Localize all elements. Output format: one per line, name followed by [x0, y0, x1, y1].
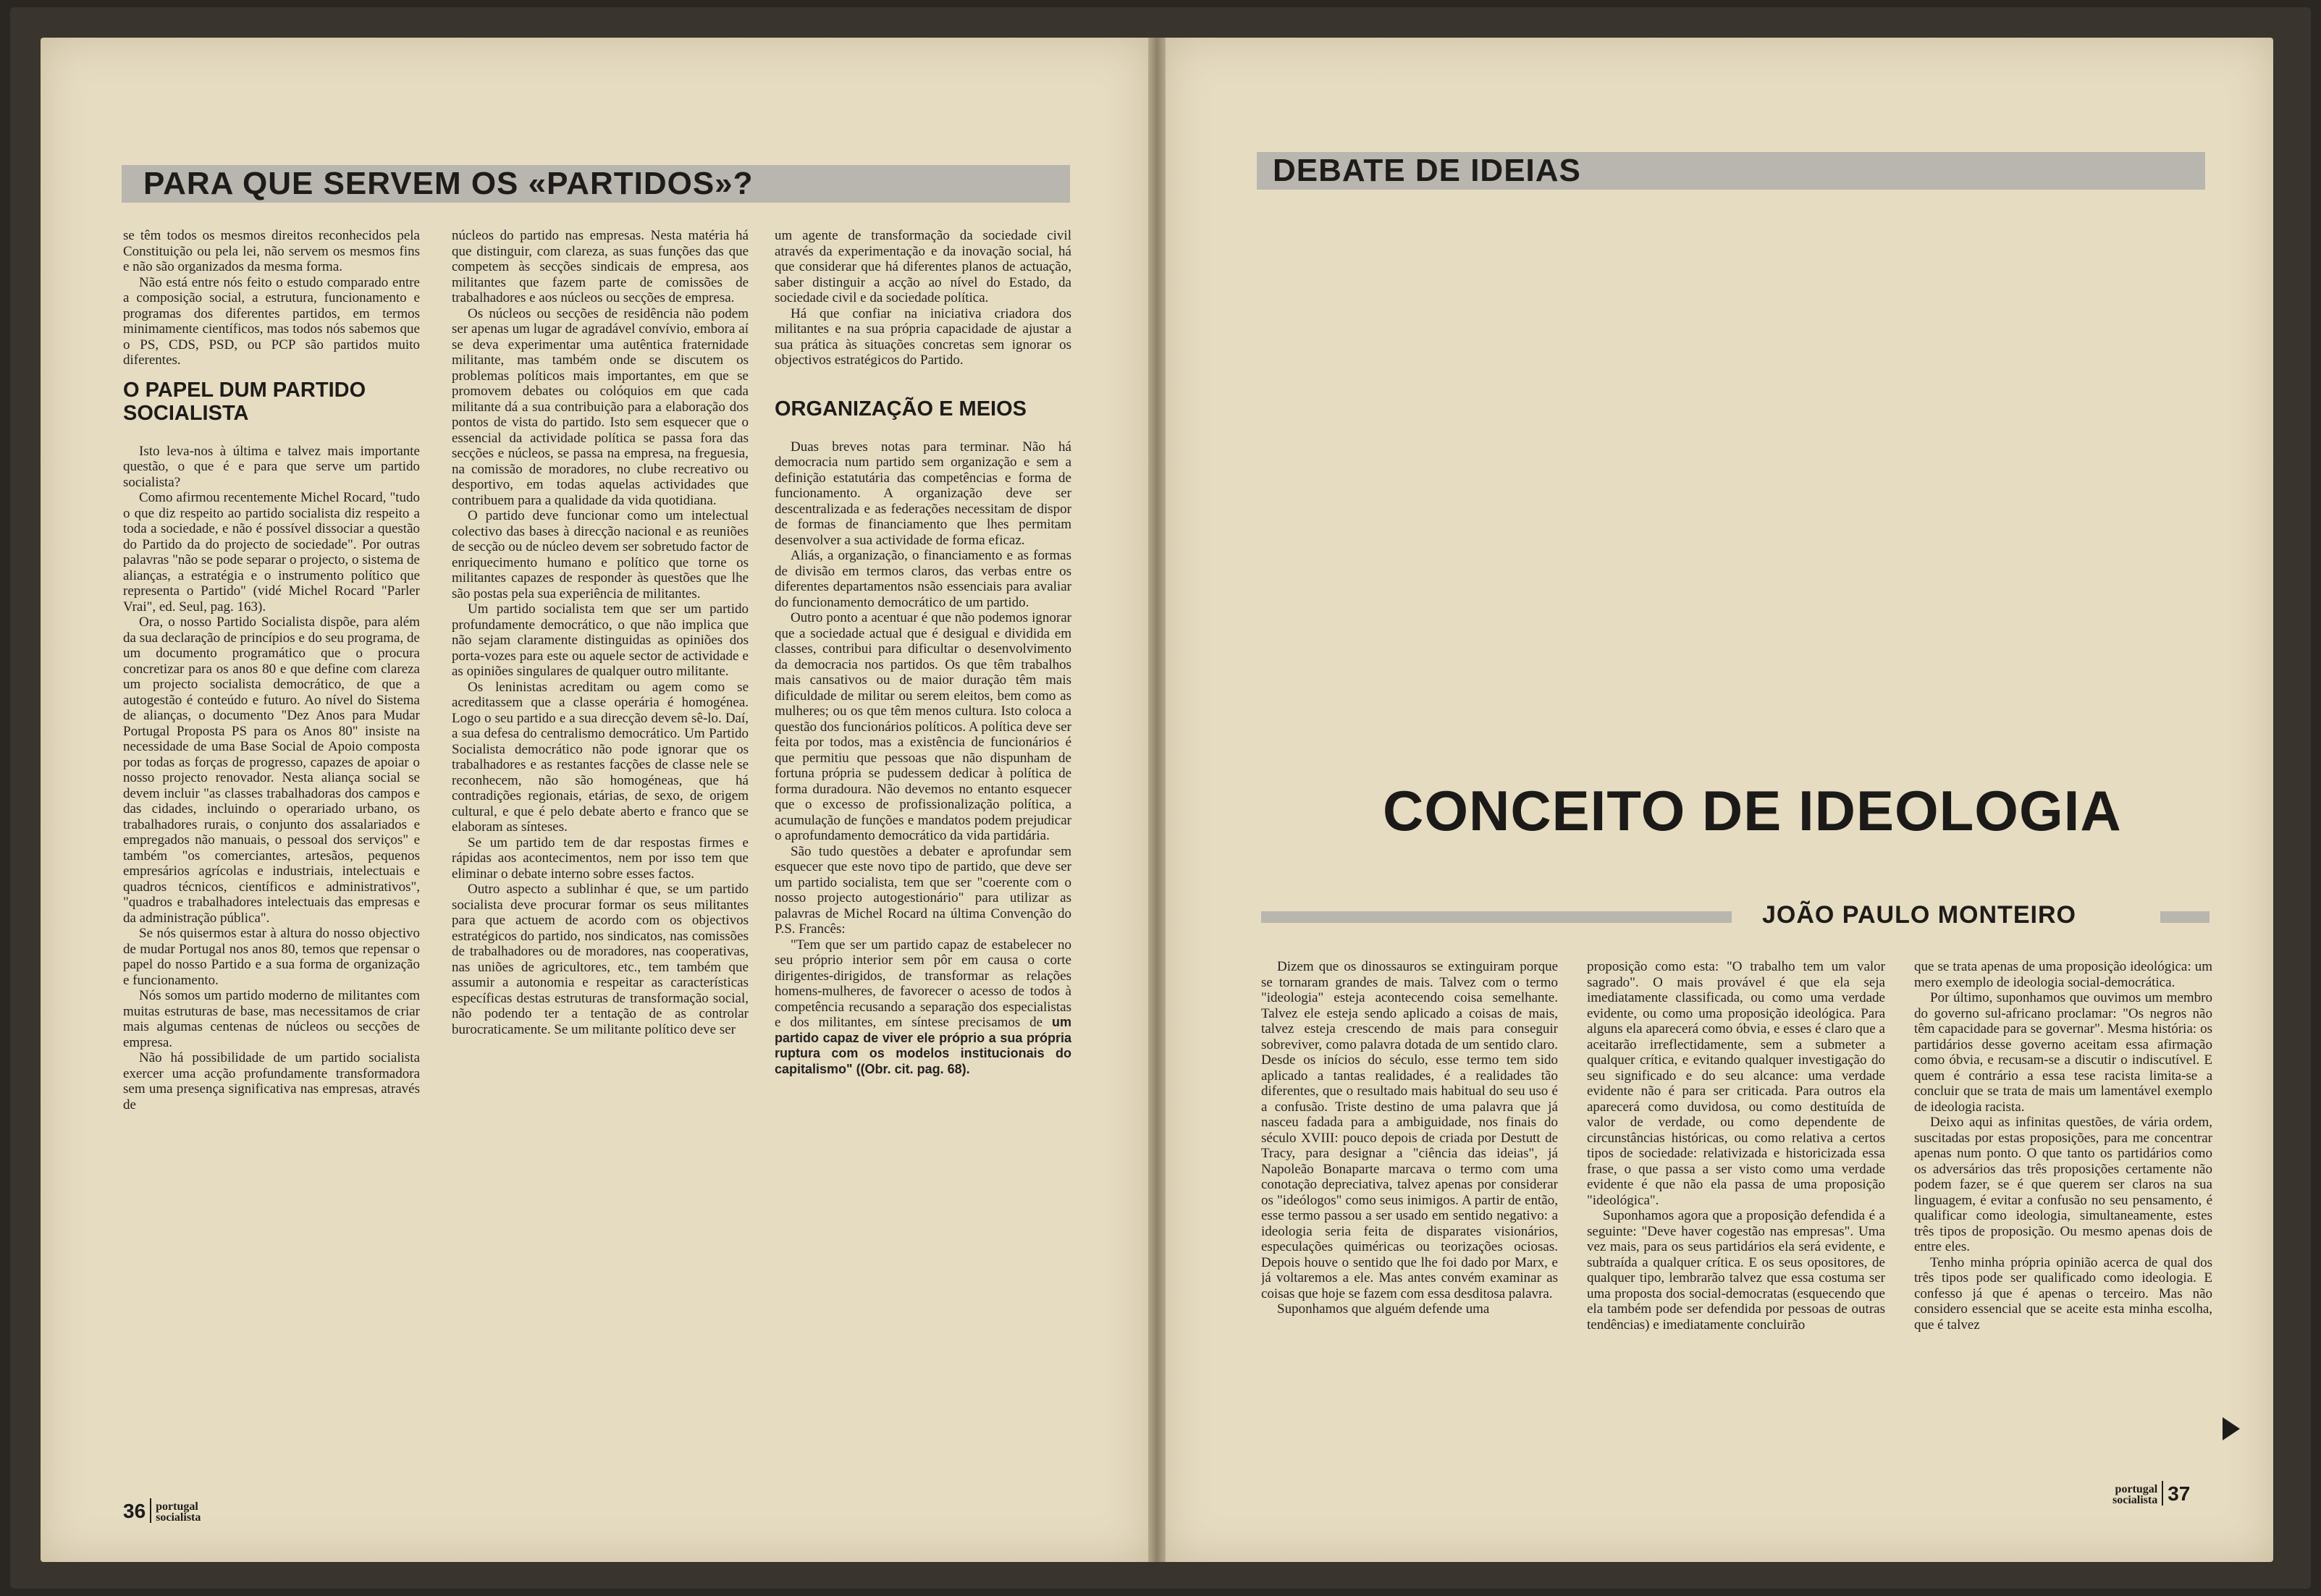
paragraph: Por último, suponhamos que ouvimos um membro do governo sul-africano proclamar: "Os negros não têm capacidade para se governar". Mesma história: os partidários desse governo aceitam essa afirmação como óbvia, e recusam-se a discutir o indiscutível. E quem é contrário a essa tese racista limita-se a concluir que se trata de mais um lamentável exemplo de ideologia racista.	[1914, 990, 2212, 1115]
byline-rule-right	[2160, 911, 2210, 923]
paragraph: Os núcleos ou secções de residência não podem ser apenas um lugar de agradável convívio, embora aí se deva experimentar uma autêntica fraternidade militante, mas também onde se discutem os problemas políticos mais importantes, em que se promovem debates ou colóquios em que cada militante dá a sua contribuição para a elaboração dos pontos de vista do partido. Isto sem esquecer que o essencial da actividade política se passa fora das secções e núcleos, se passa na empresa, na freguesia, na comissão de moradores, no clube recreativo ou desportivo, em todas aquelas actividades que contribuem para a qualidade da vida quotidiana.	[452, 305, 749, 508]
right-page-header-bar	[1257, 152, 2205, 190]
paragraph: Duas breves notas para terminar. Não há democracia num partido sem organização e sem a definição estatutária das competências e forma de funcionamento. A organização deve ser descentralizada e as federações necessitam de dispor de formas de financiamento que lhes permitam desenvolver a sua actividade de forma eficaz.	[775, 439, 1071, 548]
right-triangle-icon	[2223, 1417, 2240, 1440]
quote-text: "Tem que ser um partido capaz de estabelecer no seu próprio interior sem pôr em causa o corte dirigentes-dirigidos, de transformar as relações homens-mulheres, de favorecer o acesso de todos à competência recusando a separação dos especialistas e dos militantes, em síntese precisamos de	[775, 937, 1071, 1030]
paragraph: Não há possibilidade de um partido socialista exercer uma acção profundamente transformadora sem uma presença significativa nas empresas, através de	[123, 1050, 420, 1112]
left-column-1	[123, 228, 420, 1487]
paragraph: Se um partido tem de dar respostas firmes e rápidas aos acontecimentos, nem por isso tem que eliminar o debate interno sobre esses factos.	[452, 835, 749, 882]
paragraph: Se nós quisermos estar à altura do nosso objectivo de mudar Portugal nos anos 80, temos que repensar o papel do nosso Partido e a sua forma de organização e funcionamento.	[123, 926, 420, 988]
paragraph: Outro ponto a acentuar é que não podemos ignorar que a sociedade actual que é desigual e dividida em classes, contribui para dificultar o desenvolvimento da democracia nos partidos. Os que têm trabalhos mais cansativos ou de maior duração têm mais dificuldade de militar ou serem eleitos, bem como as mulheres; ou os que têm menos cultura. Isto coloca a questão dos funcionários políticos. A política deve ser feita por todos, mas a existência de funcionários é que permitiu que pessoas que não dispunham de fortuna própria se pudessem dedicar à política de forma duradoura. Não devemos no entanto esquecer que o excesso de profissionalização política, a acumulação de funções e mandatos podem prejudicar o aprofundamento democrático da vida partidária.	[775, 610, 1071, 843]
footer-divider	[2162, 1481, 2163, 1506]
author-byline: JOÃO PAULO MONTEIRO	[1762, 901, 2076, 929]
paragraph: Aliás, a organização, o financiamento e as formas de divisão em termos claros, das verbas entre os diferentes departamentos nsão essenciais para avaliar do funcionamento democrático de um partido.	[775, 548, 1071, 610]
publication-logo	[2113, 1484, 2157, 1506]
page-gutter	[1148, 38, 1166, 1562]
logo-line-1: portugal	[156, 1500, 198, 1513]
left-column-2	[452, 228, 749, 1487]
quote-bold-text: um partido capaz de viver ele próprio a sua própria ruptura com os modelos institucionais do capitalismo" ((Obr. cit. pag. 68).	[775, 1015, 1071, 1076]
paragraph: Ora, o nosso Partido Socialista dispõe, para além da sua declaração de princípios e do seu programa, de um documento programático que o procura concretizar para os anos 80 e que define com clareza um projecto socialista democrático, de que a autogestão é conteúdo e futuro. Ao nível do Sistema de alianças, o documento "Dez Anos para Mudar Portugal Proposta PS para os Anos 80" insiste na necessidade de uma Base Social de Apoio composta por todas as forças de progresso, capazes de apoiar o nosso projecto renovador. Nesta aliança social se devem incluir "as classes trabalhadoras dos campos e das cidades, incluindo o operariado urbano, os trabalhadores rurais, o conjunto dos assalariados e empregados não manuais, o pessoal dos serviços" e também "os comerciantes, artesãos, pequenos empresários agrícolas e industriais, intelectuais e quadros técnicos, científicos e administrativos", "quadros e trabalhadores intelectuais das empresas e da administração pública".	[123, 615, 420, 926]
section-label: DEBATE DE IDEIAS	[1273, 153, 1581, 188]
byline-rule-left	[1261, 911, 1732, 923]
page-number: 36	[123, 1500, 146, 1522]
right-column-2	[1587, 959, 1885, 1466]
publication-logo	[156, 1501, 201, 1523]
paragraph: Outro aspecto a sublinhar é que, se um partido socialista deve procurar formar os seus militantes para que actuem de acordo com os objectivos estratégicos do partido, nos sindicatos, nas comissões de trabalhadores ou de moradores, nas cooperativas, nas uniões de agricultores, etc., tem também que assumir a autonomia e respeitar as características específicas destas estruturas de transformação social, não podendo ter a tentação de as controlar burocraticamente. Se um militante político deve ser	[452, 882, 749, 1037]
paragraph: Há que confiar na iniciativa criadora dos militantes e na sua própria capacidade de ajustar a sua prática às situações concretas sem ignorar os objectivos estratégicos do Partido.	[775, 305, 1071, 368]
footer-divider	[150, 1498, 151, 1523]
paragraph: Tenho minha própria opinião acerca de qual dos três tipos pode ser qualificado como ideologia. E confesso já que é apenas o terceiro. Mas não considero essencial que se aceite esta minha escolha, que é talvez	[1914, 1254, 2212, 1333]
page-number: 37	[2168, 1482, 2191, 1505]
paragraph: Nós somos um partido moderno de militantes com muitas estruturas de base, mas necessitamos de criar mais algumas centenas de núcleos ou secções de empresa.	[123, 988, 420, 1050]
paragraph: Suponhamos que alguém defende uma	[1277, 1301, 1490, 1317]
paragraph: proposição como esta: "O trabalho tem um valor sagrado". O mais provável é que ela seja imediatamente classificada, ou como uma verdade evidente, ou como uma proposição ideológica. Para alguns ela aparecerá como óbvia, e esses é claro que a aceitarão irreflectidamente, sem a submeter a qualquer crítica, e evitando qualquer investigação do seu significado e do seu alcance: uma verdade evidente não é para ser criticada. Para outros ela aparecerá como duvidosa, ou como destituída de valor de verdade, ou como dependente de circunstâncias históricas, ou como relativa a certos tipos de sociedade: relativizada e historicizada essa frase, o que passa a ser visto como uma verdade evidente é que não ela passa de uma proposição "ideológica".	[1587, 959, 1885, 1208]
paragraph: que se trata apenas de uma proposição ideológica: um mero exemplo de ideologia social-democrática.	[1914, 959, 2212, 990]
paragraph: Um partido socialista tem que ser um partido profundamente democrático, o que não implica que não sejam claramente distinguidas as opiniões dos porta-vozes para este ou aquele sector de actividade e as opiniões singulares de qualquer outro militante.	[452, 601, 749, 679]
right-column-1	[1261, 959, 1558, 1466]
paragraph: Os leninistas acreditam ou agem como se acreditassem que a classe operária é homogénea. Logo o seu partido e a sua direcção devem sê-lo. Daí, a sua defesa do centralismo democrático. Um Partido Socialista democrático não pode ignorar que os trabalhadores e as restantes facções de classe nele se reconhecem, não são homogéneas, que há contradições regionais, etárias, de sexo, de origem cultural, e que é pelo debate aberto e franco que se elaboram as sínteses.	[452, 679, 749, 835]
paragraph: um agente de transformação da sociedade civil através da experimentação e da inovação social, há que considerar que há diferentes planos de actuação, saber distinguir a acção ao nível do Estado, da sociedade civil e da sociedade política.	[775, 228, 1071, 305]
paragraph: Dizem que os dinossauros se extinguiram porque se tornaram grandes de mais. Talvez com o termo "ideologia" esteja acontecendo coisa semelhante. Talvez ele esteja sendo aplicado a coisas de mais, talvez esteja crescendo de mais para conseguir sobreviver, como palavra dotada de um sentido claro. Desde os inícios do século, esse termo tem sido aplicado a tantas realidades, é a realidades tão diferentes, que o resultado mais habitual do seu uso é a confusão. Triste destino de uma palavra que já nasceu fadada para a ambiguidade, nos finais do século XVIII: pouco depois de criada por Destutt de Tracy, para designar a "ciência das ideias", já Napoleão Bonaparte marcava o termo com uma conotação depreciativa, talvez apenas por considerar os "ideólogos" como seus inimigos. A partir de então, esse termo passou a ser usado em sentido negativo: a ideologia seria feita de disparates visionários, especulações quiméricas ou teorizações ociosas. Depois houve o sentido que lhe foi dado por Marx, e já voltaremos a ele. Mas antes convém examinar as coisas que hoje se fazem com essa desditosa palavra.	[1261, 959, 1558, 1301]
paragraph: Isto leva-nos à última e talvez mais importante questão, o que é e para que serve um partido socialista?	[123, 443, 420, 490]
paragraph: núcleos do partido nas empresas. Nesta matéria há que distinguir, com clareza, as suas funções das que competem às secções sindicais de empresa, aos militantes que fazem parte de comissões de trabalhadores e aos núcleos ou secções de empresa.	[452, 228, 749, 305]
paragraph: se têm todos os mesmos direitos reconhecidos pela Constituição ou pela lei, não servem os mesmos fins e não são organizados da mesma forma.	[123, 228, 420, 274]
logo-line-2: socialista	[2113, 1494, 2158, 1506]
right-column-3	[1914, 959, 2212, 1466]
section-heading: O PAPEL DUM PARTIDO SOCIALISTA	[123, 378, 366, 425]
paragraph: Deixo aqui as infinitas questões, de vária ordem, suscitadas por estas proposições, para me concentrar apenas num ponto. O que tanto os partidários como os adversários das três proposições certamente não podem fazer, se é que querem ser claros na sua linguagem, é evitar a confusão no seu pensamento, é qualificar como ideologia, simultaneamente, estes três tipos de proposição. Ou mesmo apenas dois de entre eles.	[1914, 1115, 2212, 1254]
paragraph: Como afirmou recentemente Michel Rocard, "tudo o que diz respeito ao partido socialista diz respeito a toda a sociedade, e não é possível dissociar a questão do Partido da do projecto de sociedade". Por outras palavras "não se pode separar o projecto, o sistema de alianças, a estratégia e o instrumento político que representa o Partido" (vidé Michel Rocard "Parler Vrai", ed. Seul, pag. 163).	[123, 490, 420, 615]
right-page-footer	[2113, 1481, 2190, 1506]
article-title: CONCEITO DE IDEOLOGIA	[1383, 779, 2122, 843]
left-page-footer	[123, 1498, 201, 1523]
quote-paragraph	[775, 937, 1071, 1078]
left-page-header-bar	[122, 165, 1070, 203]
logo-line-2: socialista	[156, 1511, 201, 1524]
section-heading: ORGANIZAÇÃO E MEIOS	[775, 397, 1027, 421]
paragraph: Suponhamos agora que a proposição defendida é a seguinte: "Deve haver cogestão nas empresas". Uma vez mais, para os seus partidários ela será evidente, e subtraída a qualquer crítica. E os seus opositores, de qualquer tipo, lembrarão talvez que essa costuma ser uma proposta dos social-democratas (esquecendo que ela também pode ser defendida por pessoas de outras tendências) e imediatamente concluirão	[1587, 1208, 1885, 1333]
article-title: PARA QUE SERVEM OS «PARTIDOS»?	[143, 166, 754, 201]
left-column-3	[775, 228, 1071, 1487]
logo-line-1: portugal	[2115, 1483, 2158, 1495]
byline-row	[1261, 901, 2210, 930]
paragraph: O partido deve funcionar como um intelectual colectivo das bases à direcção nacional e as reuniões de secção ou de núcleo devem ser sobretudo factor de enriquecimento humano e político que torne os militantes capazes de responder às questões que lhe são postas pela sua experiência de militantes.	[452, 508, 749, 601]
paragraph: Não está entre nós feito o estudo comparado entre a composição social, a estrutura, funcionamento e programas dos diferentes partidos, em termos minimamente científicos, mas todos nós sabemos que o PS, CDS, PSD, ou PCP são partidos muito diferentes.	[123, 274, 420, 368]
paragraph: São tudo questões a debater e aprofundar sem esquecer que este novo tipo de partido, que deve ser um partido socialista, tem que ser "coerente com o nosso projecto autogestionário" para utilizar as palavras de Michel Rocard na última Convenção do P.S. Francês:	[775, 843, 1071, 937]
